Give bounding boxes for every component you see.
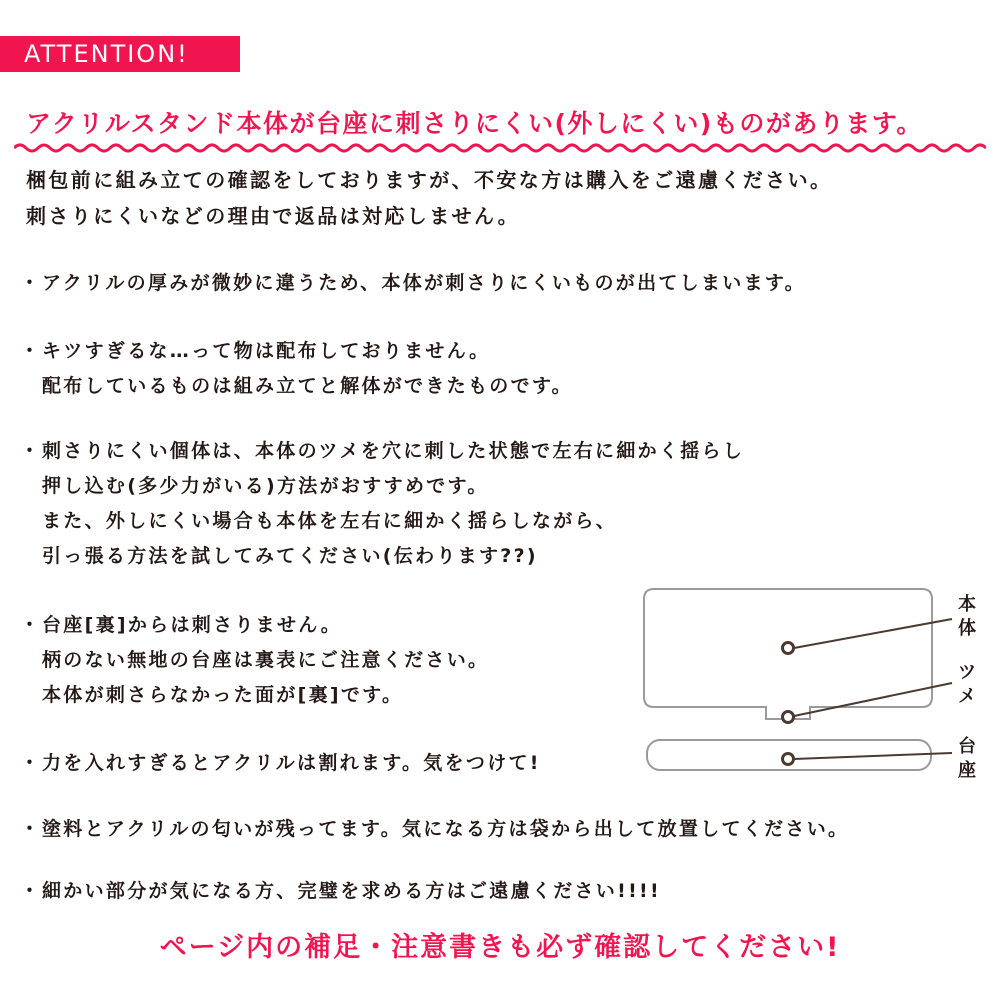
headline: アクリルスタンド本体が台座に刺さりにくい(外しにくい)ものがあります。 — [26, 109, 923, 138]
list-item-text: 本体が刺さらなかった面が[裏]です。 — [42, 684, 404, 706]
list-item-text: 引っ張る方法を試してみてください(伝わります??) — [42, 545, 538, 567]
list-item-text: 押し込む(多少力がいる)方法がおすすめです。 — [42, 475, 489, 497]
attention-badge: ATTENTION! — [0, 36, 240, 72]
intro-line-2: 刺さりにくいなどの理由で返品は対応しません。 — [26, 204, 520, 228]
list-item-thickness — [20, 266, 960, 301]
bullet: ・ — [20, 880, 42, 902]
bullet: ・ — [20, 614, 42, 636]
base-marker — [783, 754, 794, 765]
list-item-text: アクリルの厚みが微妙に違うため、本体が刺さりにくいものが出てしまいます。 — [42, 272, 806, 294]
list-item-smell — [20, 812, 960, 847]
list-item-cracking — [20, 746, 620, 781]
bullet: ・ — [20, 752, 42, 774]
list-item-perfection — [20, 874, 960, 909]
footer-notice: ページ内の補足・注意書きも必ず確認してください! — [159, 932, 841, 963]
list-item-text: 配布しているものは組み立てと解体ができたものです。 — [42, 375, 573, 397]
list-item-text: 細かい部分が気になる方、完璧を求める方はご遠慮ください!!!! — [42, 880, 661, 902]
label-base: 台 座 — [958, 736, 976, 781]
list-item-text: また、外しにくい場合も本体を左右に細かく揺らしながら、 — [42, 510, 618, 532]
list-item-text: キツすぎるな…って物は配布しておりません。 — [42, 340, 491, 362]
stand-diagram-drawing — [640, 585, 985, 785]
list-item-text: 台座[裏]からは刺さりません。 — [42, 614, 343, 636]
intro-text — [26, 162, 986, 234]
list-item-text: 力を入れすぎるとアクリルは割れます。気をつけて! — [42, 752, 541, 774]
bullet: ・ — [20, 340, 42, 362]
bullet: ・ — [20, 818, 42, 840]
wavy-divider — [14, 142, 986, 154]
list-item-distribution — [20, 334, 960, 404]
bullet: ・ — [20, 440, 42, 462]
bullet: ・ — [20, 272, 42, 294]
list-item-text: 刺さりにくい個体は、本体のツメを穴に刺した状態で左右に細かく揺らし — [42, 440, 745, 462]
intro-line-1: 梱包前に組み立ての確認をしておりますが、不安な方は購入をご遠慮ください。 — [26, 168, 833, 192]
list-item-text: 柄のない無地の台座は裏表にご注意ください。 — [42, 649, 490, 671]
stand-diagram — [640, 585, 985, 789]
list-item-text: 塗料とアクリルの匂いが残ってます。気になる方は袋から出して放置してください。 — [42, 818, 850, 840]
tab-marker — [783, 712, 794, 723]
list-item-base-reverse — [20, 608, 620, 713]
list-item-insertion-tips — [20, 434, 960, 574]
label-body: 本 体 — [958, 594, 976, 639]
body-marker — [783, 643, 794, 654]
label-tab: ツ メ — [958, 662, 976, 707]
